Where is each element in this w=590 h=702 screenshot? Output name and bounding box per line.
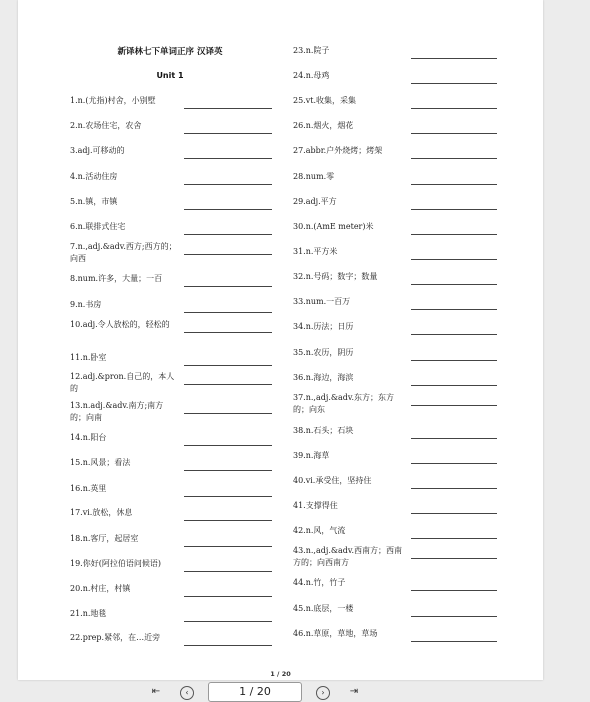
vocab-entry [293, 45, 503, 69]
answer-blank[interactable] [184, 184, 272, 185]
answer-blank[interactable] [411, 538, 497, 539]
answer-blank[interactable] [411, 385, 497, 386]
answer-blank[interactable] [411, 108, 497, 109]
vocab-prompt: 33.num.一百万 [293, 297, 351, 306]
viewer-toolbar [0, 682, 590, 698]
vocab-prompt: 34.n.历法；日历 [293, 322, 354, 331]
vocab-entry [293, 603, 503, 627]
vocab-entry [293, 425, 503, 449]
vocab-entry [293, 347, 503, 371]
vocab-entry [70, 400, 280, 424]
vocab-entry [70, 507, 280, 531]
vocab-prompt: 39.n.海草 [293, 451, 330, 460]
answer-blank[interactable] [411, 360, 497, 361]
vocab-entry [70, 608, 280, 632]
vocab-prompt: 42.n.风，气流 [293, 526, 346, 535]
vocab-prompt: 20.n.村庄，村镇 [70, 584, 131, 593]
vocab-entry [293, 321, 503, 345]
vocab-prompt: 30.n.(AmE meter)米 [293, 222, 374, 231]
vocab-prompt: 36.n.海边，海滨 [293, 373, 354, 382]
vocab-entry [70, 145, 280, 169]
vocab-entry [293, 545, 503, 569]
vocab-prompt: 32.n.号码；数字；数量 [293, 272, 378, 281]
vocab-prompt: 25.vt.收集，采集 [293, 96, 356, 105]
answer-blank[interactable] [411, 463, 497, 464]
answer-blank[interactable] [184, 254, 272, 255]
answer-blank[interactable] [411, 58, 497, 59]
prev-page-icon[interactable]: ‹ [180, 686, 194, 700]
answer-blank[interactable] [411, 590, 497, 591]
vocab-prompt: 15.n.风景；看法 [70, 458, 131, 467]
answer-blank[interactable] [184, 413, 272, 414]
answer-blank[interactable] [411, 641, 497, 642]
vocab-prompt: 12.adj.&pron.自己的，本人的 [70, 372, 175, 393]
vocab-prompt: 40.vi.承受住，坚持住 [293, 476, 372, 485]
vocab-entry [70, 558, 280, 582]
vocab-entry [70, 533, 280, 557]
vocab-prompt: 10.adj.令人放松的，轻松的 [70, 320, 170, 329]
answer-blank[interactable] [184, 108, 272, 109]
vocab-entry [293, 221, 503, 245]
vocab-prompt: 29.adj.平方 [293, 197, 337, 206]
answer-blank[interactable] [411, 438, 497, 439]
vocab-entry [70, 432, 280, 456]
answer-blank[interactable] [184, 286, 272, 287]
vocab-entry [70, 171, 280, 195]
vocab-prompt: 24.n.母鸡 [293, 71, 330, 80]
vocab-prompt: 37.n.,adj.&adv.东方；东方的；向东 [293, 393, 394, 414]
vocab-prompt: 2.n.农场住宅，农舍 [70, 121, 142, 130]
answer-blank[interactable] [184, 645, 272, 646]
last-page-icon[interactable]: ⇥ [349, 686, 359, 697]
vocab-prompt: 43.n.,adj.&adv.西南方；西南方的；向西南方 [293, 546, 402, 567]
vocab-entry [293, 120, 503, 144]
vocab-prompt: 26.n.烟火，烟花 [293, 121, 354, 130]
answer-blank[interactable] [411, 488, 497, 489]
vocab-prompt: 21.n.地毯 [70, 609, 107, 618]
vocab-prompt: 18.n.客厅，起居室 [70, 534, 139, 543]
vocab-prompt: 4.n.活动住房 [70, 172, 118, 181]
vocab-entry [293, 145, 503, 169]
vocab-prompt: 9.n.书房 [70, 300, 102, 309]
vocab-entry [293, 95, 503, 119]
answer-blank[interactable] [411, 405, 497, 406]
document-title: 新译林七下单词正序 汉译英 [117, 47, 223, 57]
answer-blank[interactable] [411, 284, 497, 285]
vocab-prompt: 46.n.草原，草地，草场 [293, 629, 378, 638]
vocab-entry [293, 450, 503, 474]
unit-heading: Unit 1 [156, 71, 184, 80]
answer-blank[interactable] [184, 384, 272, 385]
vocab-entry [70, 95, 280, 119]
page-input[interactable]: 1 / 20 [208, 682, 302, 702]
vocab-prompt: 6.n.联排式住宅 [70, 222, 126, 231]
vocab-entry [70, 120, 280, 144]
answer-blank[interactable] [184, 234, 272, 235]
answer-blank[interactable] [411, 234, 497, 235]
vocab-prompt: 23.n.院子 [293, 46, 330, 55]
vocab-entry [70, 457, 280, 481]
vocab-entry [293, 475, 503, 499]
vocab-prompt: 16.n.英里 [70, 484, 107, 493]
answer-blank[interactable] [184, 209, 272, 210]
vocab-entry [293, 171, 503, 195]
vocab-entry [293, 246, 503, 270]
answer-blank[interactable] [411, 133, 497, 134]
vocab-prompt: 8.num.许多，大量；一百 [70, 274, 163, 283]
answer-blank[interactable] [411, 184, 497, 185]
answer-blank[interactable] [184, 445, 272, 446]
vocab-entry [293, 196, 503, 220]
vocab-entry [70, 632, 280, 656]
vocab-prompt: 19.你好(阿拉伯语问候语) [70, 559, 161, 568]
vocab-entry [293, 392, 503, 416]
answer-blank[interactable] [411, 83, 497, 84]
answer-blank[interactable] [184, 546, 272, 547]
page-number: 1 / 20 [270, 670, 291, 678]
vocab-entry [70, 483, 280, 507]
answer-blank[interactable] [411, 616, 497, 617]
answer-blank[interactable] [184, 158, 272, 159]
vocab-prompt: 31.n.平方米 [293, 247, 338, 256]
vocab-entry [70, 196, 280, 220]
vocab-entry [70, 273, 280, 297]
vocab-entry [70, 583, 280, 607]
answer-blank[interactable] [411, 334, 497, 335]
vocab-prompt: 45.n.底层，一楼 [293, 604, 354, 613]
vocab-prompt: 35.n.农历，阴历 [293, 348, 354, 357]
vocab-prompt: 3.adj.可移动的 [70, 146, 125, 155]
vocab-prompt: 41.支撑得住 [293, 501, 338, 510]
answer-blank[interactable] [184, 470, 272, 471]
vocab-prompt: 5.n.镇，市镇 [70, 197, 118, 206]
vocab-entry [70, 371, 280, 395]
vocab-prompt: 27.abbr.户外烧烤；烤架 [293, 146, 383, 155]
vocab-entry [293, 70, 503, 94]
document-page [18, 0, 543, 680]
answer-blank[interactable] [184, 571, 272, 572]
vocab-entry [293, 296, 503, 320]
answer-blank[interactable] [184, 133, 272, 134]
answer-blank[interactable] [411, 309, 497, 310]
vocab-prompt: 38.n.石头；石块 [293, 426, 354, 435]
answer-blank[interactable] [184, 621, 272, 622]
answer-blank[interactable] [411, 158, 497, 159]
answer-blank[interactable] [411, 558, 497, 559]
answer-blank[interactable] [411, 513, 497, 514]
vocab-prompt: 14.n.阳台 [70, 433, 107, 442]
answer-blank[interactable] [184, 365, 272, 366]
vocab-prompt: 11.n.卧室 [70, 353, 107, 362]
vocab-entry [70, 241, 280, 265]
vocab-entry [293, 577, 503, 601]
vocab-prompt: 22.prep.紧邻，在…近旁 [70, 633, 161, 642]
first-page-icon[interactable]: ⇤ [151, 686, 161, 697]
answer-blank[interactable] [184, 312, 272, 313]
next-page-icon[interactable]: › [316, 686, 330, 700]
vocab-prompt: 1.n.(尤指)村舍，小别墅 [70, 96, 156, 105]
vocab-entry [293, 271, 503, 295]
vocab-prompt: 44.n.竹，竹子 [293, 578, 346, 587]
vocab-prompt: 28.num.零 [293, 172, 335, 181]
answer-blank[interactable] [411, 259, 497, 260]
vocab-entry [293, 500, 503, 524]
answer-blank[interactable] [184, 596, 272, 597]
answer-blank[interactable] [184, 332, 272, 333]
vocab-prompt: 7.n.,adj.&adv.西方;西方的；向西 [70, 242, 177, 263]
vocab-entry [70, 319, 280, 343]
answer-blank[interactable] [184, 520, 272, 521]
vocab-entry [293, 628, 503, 652]
vocab-prompt: 13.n.adj.&adv.南方;南方的；向南 [70, 401, 164, 422]
answer-blank[interactable] [184, 496, 272, 497]
vocab-prompt: 17.vi.放松，休息 [70, 508, 133, 517]
answer-blank[interactable] [411, 209, 497, 210]
